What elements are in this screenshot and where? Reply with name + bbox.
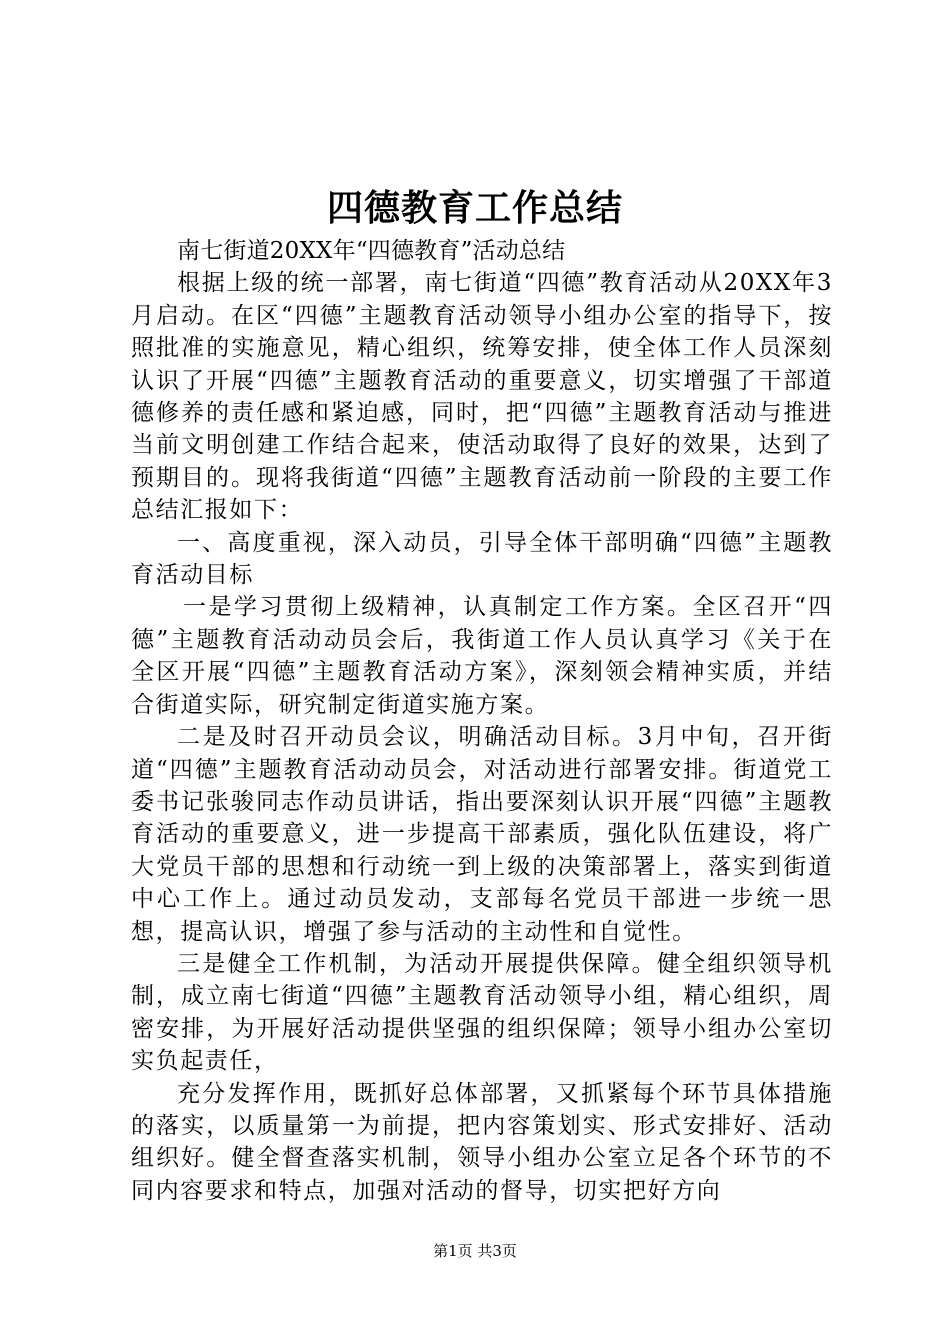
document-title: 四德教育工作总结	[326, 187, 623, 229]
page-footer: 第1页 共3页	[433, 1242, 517, 1260]
section-heading-1: 一、高度重视，深入动员，引导全体干部明确“四德”主题教育活动目标	[131, 529, 833, 589]
paragraph-intro: 根据上级的统一部署，南七街道“四德”教育活动从20XX年3月启动。在区“四德”主题教育活动领导小组办公室的指导下，按照批准的实施意见，精心组织，统筹安排，使全体工作人员深刻认识了开展“四德”主题教育活动的重要意义，切实增强了干部道德修养的责任感和紧迫感，同时，把“四德”主题教育活动与推进当前文明创建工作结合起来，使活动取得了良好的效果，达到了预期目的。现将我街道“四德”主题教育活动前一阶段的主要工作总结汇报如下：	[131, 270, 833, 524]
paragraph-point-2: 二是及时召开动员会议，明确活动目标。3月中旬，召开街道“四德”主题教育活动动员会，对活动进行部署安排。街道党工委书记张骏同志作动员讲话，指出要深刻认识开展“四德”主题教育活动的重要意义，进一步提高干部素质，强化队伍建设，将广大党员干部的思想和行动统一到上级的决策部署上，落实到街道中心工作上。通过动员发动，支部每名党员干部进一步统一思想，提高认识，增强了参与活动的主动性和自觉性。	[131, 724, 833, 945]
paragraph-continuation: 充分发挥作用，既抓好总体部署，又抓紧每个环节具体措施的落实，以质量第一为前提，把内容策划实、形式安排好、活动组织好。健全督查落实机制，领导小组办公室立足各个环节的不同内容要求和特点，加强对活动的督导，切实把好方向	[131, 1080, 833, 1204]
document-subtitle: 南七街道20XX年“四德教育”活动总结	[177, 238, 566, 264]
document-body	[131, 235, 833, 1207]
paragraph-point-1: 一是学习贯彻上级精神，认真制定工作方案。全区召开“四德”主题教育活动动员会后，我街道工作人员认真学习《关于在全区开展“四德”主题教育活动方案》，深刻领会精神实质，并结合街道实际，研究制定街道实施方案。	[131, 594, 833, 718]
paragraph-point-3: 三是健全工作机制，为活动开展提供保障。健全组织领导机制，成立南七街道“四德”主题教育活动领导小组，精心组织，周密安排，为开展好活动提供坚强的组织保障；领导小组办公室切实负起责任，	[131, 950, 833, 1075]
